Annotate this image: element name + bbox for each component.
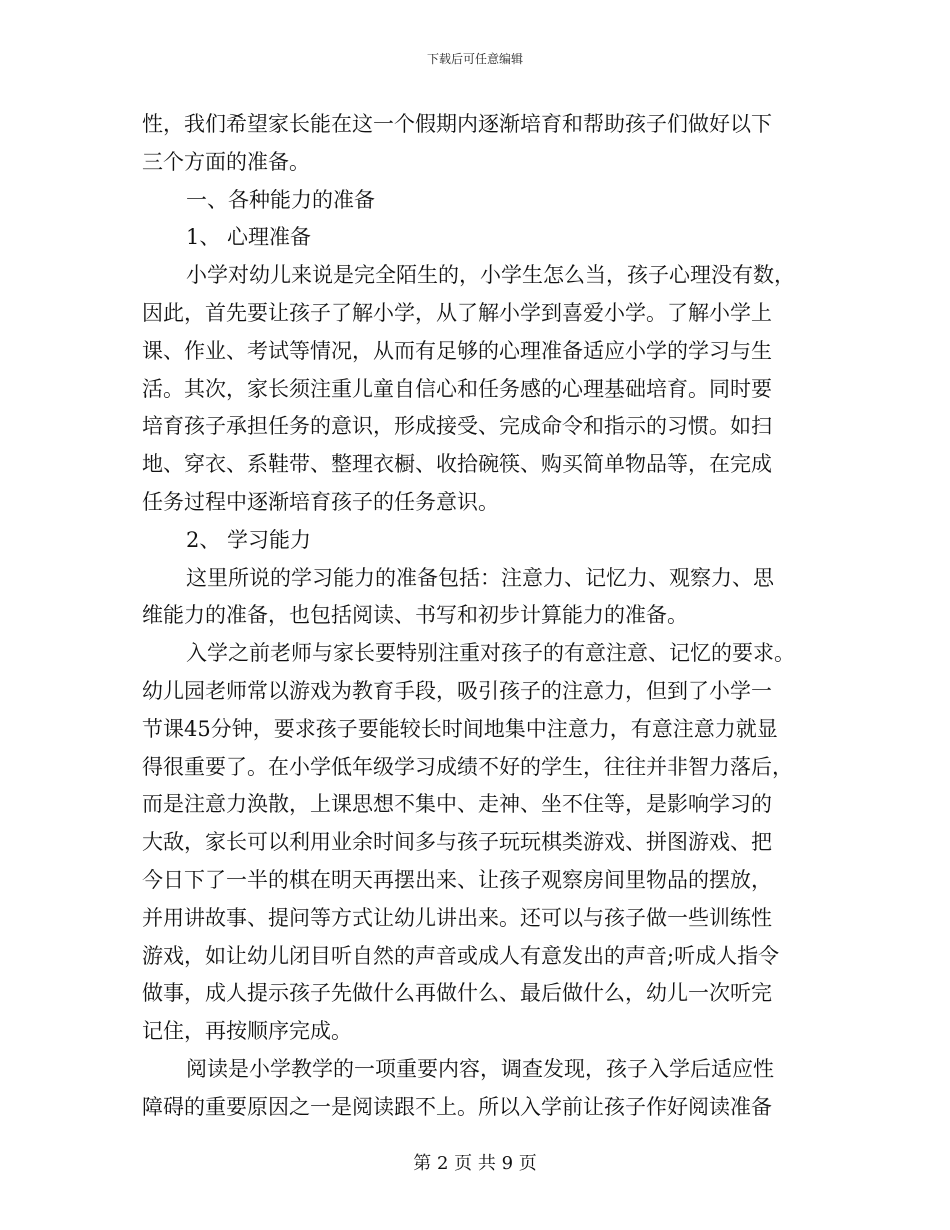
paragraph-line: 小学对幼儿来说是完全陌生的，小学生怎么当，孩子心理没有数， <box>186 263 795 288</box>
page-header-note: 下载后可任意编辑 <box>426 52 523 66</box>
paragraph-line: 培育孩子承担任务的意识，形成接受、完成命令和指示的习惯。如扫 <box>142 414 772 439</box>
paragraph-line: 这里所说的学习能力的准备包括：注意力、记忆力、观察力、思 <box>186 565 774 590</box>
paragraph-line: 幼儿园老师常以游戏为教育手段，吸引孩子的注意力，但到了小学一 <box>142 678 772 703</box>
paragraph-line: 大敌，家长可以利用业余时间多与孩子玩玩棋类游戏、拼图游戏、把 <box>142 830 772 855</box>
subsection-heading: 1、 心理准备 <box>186 225 312 250</box>
subsection-heading: 2、 学习能力 <box>186 527 312 552</box>
paragraph-line: 任务过程中逐渐培育孩子的任务意识。 <box>142 489 499 514</box>
paragraph-line: 游戏，如让幼儿闭目听自然的声音或成人有意发出的声音;听成人指令 <box>142 943 780 968</box>
paragraph-line: 并用讲故事、提问等方式让幼儿讲出来。还可以与孩子做一些训练性 <box>142 905 772 930</box>
paragraph-line: 得很重要了。在小学低年级学习成绩不好的学生，往往并非智力落后， <box>142 754 793 779</box>
paragraph-line: 三个方面的准备。 <box>142 149 310 174</box>
paragraph-line: 入学之前老师与家长要特别注重对孩子的有意注意、记忆的要求。 <box>186 641 795 666</box>
paragraph-line: 性，我们希望家长能在这一个假期内逐渐培育和帮助孩子们做好以下 <box>142 112 772 136</box>
paragraph-line: 地、穿衣、系鞋带、整理衣橱、收拾碗筷、购买简单物品等，在完成 <box>142 452 772 477</box>
paragraph-line: 阅读是小学教学的一项重要内容，调查发现，孩子入学后适应性 <box>186 1056 774 1081</box>
document-body <box>142 106 812 1127</box>
page-number: 第 2 页 共 9 页 <box>413 1153 537 1174</box>
section-heading: 一、各种能力的准备 <box>186 187 375 212</box>
paragraph-line: 维能力的准备，也包括阅读、书写和初步计算能力的准备。 <box>142 603 688 628</box>
paragraph-line: 障碍的重要原因之一是阅读跟不上。所以入学前让孩子作好阅读准备 <box>142 1094 772 1119</box>
paragraph-line: 课、作业、考试等情况，从而有足够的心理准备适应小学的学习与生 <box>142 338 772 363</box>
paragraph-line: 做事，成人提示孩子先做什么再做什么、最后做什么，幼儿一次听完 <box>142 981 772 1006</box>
paragraph-line: 节课45分钟，要求孩子要能较长时间地集中注意力，有意注意力就显 <box>142 716 778 741</box>
paragraph-line: 今日下了一半的棋在明天再摆出来、让孩子观察房间里物品的摆放， <box>142 867 772 892</box>
paragraph-line: 记住，再按顺序完成。 <box>142 1019 352 1044</box>
paragraph-line: 因此，首先要让孩子了解小学，从了解小学到喜爱小学。了解小学上 <box>142 300 772 325</box>
paragraph-line: 活。其次，家长须注重儿童自信心和任务感的心理基础培育。同时要 <box>142 376 772 401</box>
paragraph-line: 而是注意力涣散，上课思想不集中、走神、坐不住等，是影响学习的 <box>142 792 772 817</box>
